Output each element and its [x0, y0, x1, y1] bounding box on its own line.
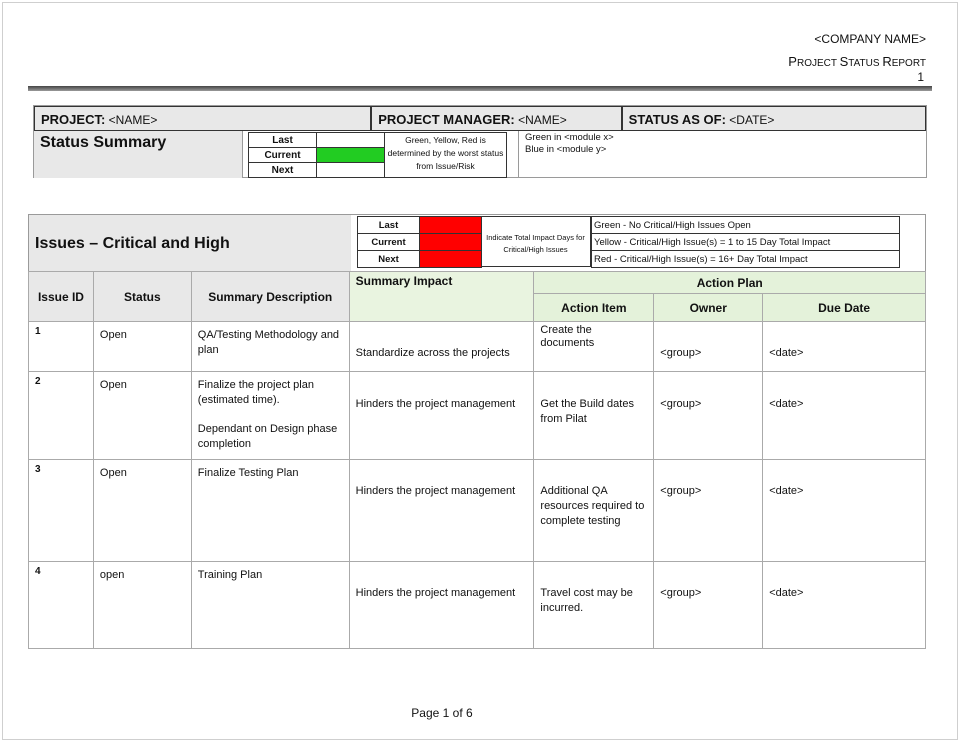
- issue-impact: Standardize across the projects: [349, 322, 534, 372]
- issue-status: Open: [93, 322, 191, 372]
- issue-due: <date>: [763, 460, 926, 562]
- page-footer: Page 1 of 6: [411, 706, 473, 720]
- indicator-row: [358, 234, 482, 251]
- col-issue-id: Issue ID: [29, 272, 94, 322]
- indicator-label: Next: [358, 251, 420, 268]
- issue-status: Open: [93, 460, 191, 562]
- col-action-plan: Action Plan: [534, 272, 926, 294]
- indicator-row: [358, 251, 482, 268]
- issue-owner: <group>: [654, 372, 763, 460]
- manager-value: <NAME>: [518, 113, 567, 127]
- title-part: ROJECT: [796, 58, 840, 69]
- title-part: S: [839, 54, 849, 69]
- table-row: [29, 322, 926, 372]
- description-line: Dependant on Design phase completion: [197, 423, 338, 450]
- indicator-row: [249, 133, 385, 148]
- col-owner: Owner: [654, 294, 763, 322]
- issue-action: Travel cost may be incurred.: [534, 562, 654, 649]
- title-part: EPORT: [891, 58, 926, 69]
- issue-owner: <group>: [654, 562, 763, 649]
- issue-due: <date>: [763, 562, 926, 649]
- page-number-top: 1: [917, 70, 924, 84]
- project-label: PROJECT:: [41, 112, 106, 127]
- issue-due: <date>: [763, 322, 926, 372]
- indicator-row: [249, 163, 385, 178]
- impact-note: Indicate Total Impact Days for Critical/High Issues: [481, 216, 591, 267]
- indicator-cell-current: [317, 148, 385, 163]
- indicator-cell: [317, 133, 385, 148]
- manager-cell: [371, 106, 621, 131]
- indicator-note: Green, Yellow, Red is determined by the worst status from Issue/Risk: [384, 132, 507, 178]
- indicator-label: Next: [249, 163, 317, 178]
- issue-description: Training Plan: [191, 562, 349, 649]
- col-due-date: Due Date: [763, 294, 926, 322]
- indicator-label: Last: [358, 217, 420, 234]
- title-part: R: [882, 54, 892, 69]
- indicator-row: [249, 148, 385, 163]
- table-row: [29, 562, 926, 649]
- indicator-label: Current: [249, 148, 317, 163]
- col-summary: Summary Description: [191, 272, 349, 322]
- issue-status: open: [93, 562, 191, 649]
- issue-id: 1: [29, 322, 94, 372]
- module-notes: [518, 131, 927, 178]
- col-action-item: Action Item: [534, 294, 654, 322]
- issues-indicator: [357, 216, 482, 268]
- issue-owner: <group>: [654, 322, 763, 372]
- project-cell: [34, 106, 371, 131]
- status-as-of-value: <DATE>: [729, 113, 775, 127]
- status-summary-indicator: [248, 132, 385, 178]
- indicator-cell: [317, 163, 385, 178]
- project-header-box: [33, 105, 927, 178]
- table-row: [29, 460, 926, 562]
- issue-owner: <group>: [654, 460, 763, 562]
- issue-impact: Hinders the project management: [349, 372, 534, 460]
- indicator-row: [358, 217, 482, 234]
- issue-id: 2: [29, 372, 94, 460]
- company-name: <COMPANY NAME>: [814, 32, 926, 46]
- table-header-row: [29, 272, 926, 294]
- issue-action: Create the documents: [534, 322, 654, 372]
- issue-id: 3: [29, 460, 94, 562]
- issue-action: Get the Build dates from Pilat: [534, 372, 654, 460]
- issues-legend: [591, 216, 900, 268]
- title-part: TATUS: [848, 58, 883, 69]
- project-header-row: [34, 106, 926, 131]
- issues-table: [28, 271, 926, 649]
- issue-description: QA/Testing Methodology and plan: [191, 322, 349, 372]
- manager-label: PROJECT MANAGER:: [378, 112, 515, 127]
- legend-green: Green - No Critical/High Issues Open: [592, 217, 900, 234]
- title-part: P: [788, 54, 797, 69]
- header-rule: [28, 86, 932, 91]
- indicator-cell-red: [420, 234, 482, 251]
- issue-description: [191, 372, 349, 460]
- project-value: <NAME>: [108, 113, 158, 127]
- col-impact: Summary Impact: [349, 272, 534, 322]
- issue-status: Open: [93, 372, 191, 460]
- issue-id: 4: [29, 562, 94, 649]
- indicator-label: Last: [249, 133, 317, 148]
- issue-due: <date>: [763, 372, 926, 460]
- legend-yellow: Yellow - Critical/High Issue(s) = 1 to 15 Day Total Impact: [592, 234, 900, 251]
- issue-description: Finalize Testing Plan: [191, 460, 349, 562]
- issue-impact: Hinders the project management: [349, 460, 534, 562]
- table-row: [29, 372, 926, 460]
- indicator-cell-red: [420, 251, 482, 268]
- issue-impact: Hinders the project management: [349, 562, 534, 649]
- indicator-label: Current: [358, 234, 420, 251]
- indicator-cell-red: [420, 217, 482, 234]
- status-summary-title: Status Summary: [34, 131, 243, 178]
- module-line: Green in <module x>: [525, 132, 614, 143]
- issues-header: [28, 214, 926, 272]
- status-as-of-cell: [622, 106, 926, 131]
- legend-red: Red - Critical/High Issue(s) = 16+ Day Total Impact: [592, 251, 900, 268]
- issue-action: Additional QA resources required to complete testing: [534, 460, 654, 562]
- col-status: Status: [93, 272, 191, 322]
- module-line: Blue in <module y>: [525, 144, 607, 155]
- description-line: Finalize the project plan (estimated time).: [197, 379, 314, 406]
- status-as-of-label: STATUS AS OF:: [628, 112, 726, 127]
- report-title: [788, 54, 926, 69]
- issues-title: Issues – Critical and High: [29, 215, 351, 272]
